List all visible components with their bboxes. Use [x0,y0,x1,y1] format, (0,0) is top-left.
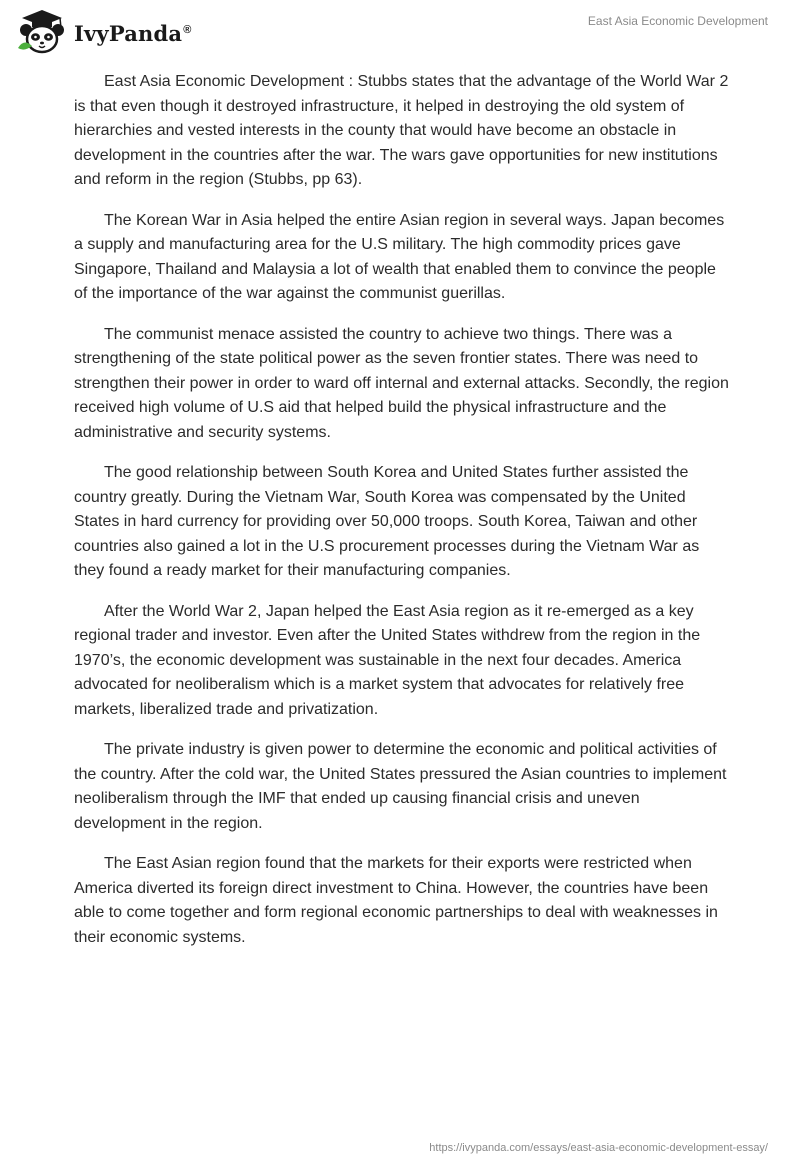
panda-graduation-cap-icon [14,8,70,56]
paragraph-1: East Asia Economic Development : Stubbs states that the advantage of the World War 2 is that even though it destroyed infrastructure, it helped in destroying the old system of hierarchies and vested interests in the county that would have become an obstacle in development in the countries after the war. The wars gave opportunities for new institutions and reform in the region (Stubbs, pp 63). [74,73,729,188]
essay-body [74,70,730,966]
document-title: East Asia Economic Development [587,14,768,28]
page-header [0,0,800,60]
paragraph-3: The communist menace assisted the country to achieve two things. There was a strengthening of the state political power as the seven frontier states. There was need to strengthen their power in order to ward off internal and external attacks. Secondly, the region received high volume of U.S aid that helped build the physical infrastructure and the administrative and security systems. [74,325,729,441]
paragraph-6: The private industry is given power to determine the economic and political activities of the country. After the cold war, the United States pressured the Asian countries to implement neoliberalism through the IMF that ended up causing financial crisis and uneven development in the region. [74,741,727,832]
registered-mark: ® [183,23,192,36]
paragraph-5: After the World War 2, Japan helped the East Asia region as it re-emerged as a key regional trader and investor. Even after the United States withdrew from the region in the 1970’s, the economic development was sustainable in the next four decades. America advocated for neoliberalism which is a market system that advocates for relatively free markets, liberalized trade and privatization. [74,602,701,718]
brand-logo[interactable] [14,8,192,56]
paragraph-2: The Korean War in Asia helped the entire Asian region in several ways. Japan becomes a supply and manufacturing area for the U.S military. The high commodity prices gave Singapore, Thailand and Malaysia a lot of wealth that enabled them to convince the people of the importance of the war against the communist guerillas. [74,211,725,302]
paragraph-7: The East Asian region found that the markets for their exports were restricted when America diverted its foreign direct investment to China. However, the countries have been able to come together and form regional economic partnerships to deal with weaknesses in their economic systems. [74,855,718,946]
paragraph-4: The good relationship between South Korea and United States further assisted the country greatly. During the Vietnam War, South Korea was compensated by the United States in hard currency for providing over 50,000 troops. South Korea, Taiwan and other countries also gained a lot in the U.S procurement processes during the Vietnam War as they found a ready market for their manufacturing companies. [74,464,700,579]
source-url-link[interactable]: https://ivypanda.com/essays/east-asia-economic-development-essay/ [429,1142,768,1154]
brand-name: IvyPanda® [74,20,192,46]
